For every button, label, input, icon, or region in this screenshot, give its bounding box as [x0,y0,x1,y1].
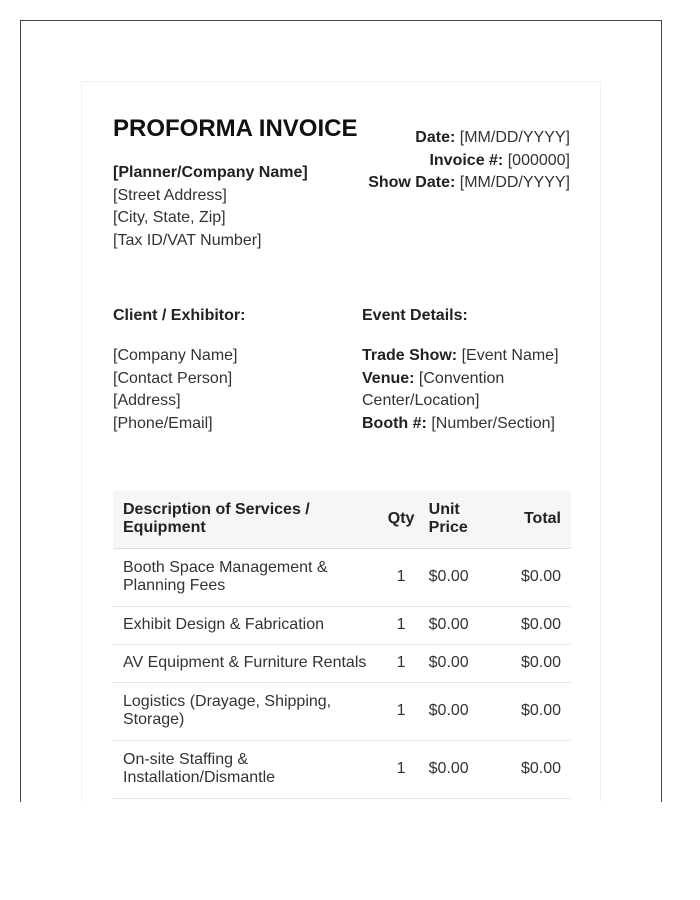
booth-value: [Number/Section] [431,414,555,432]
header-unit-price: Unit Price [419,491,501,549]
event-details-block [362,345,577,435]
client-phone-email: [Phone/Email] [113,414,213,432]
meta-date-value: [MM/DD/YYYY] [459,129,570,146]
table-row [113,741,571,799]
row-qty: 1 [384,607,419,645]
row-qty: 1 [384,549,419,607]
row-total: $0.00 [501,607,571,645]
event-booth [362,413,577,436]
row-total: $0.00 [501,683,571,741]
client-company: [Company Name] [113,347,238,364]
row-description: AV Equipment & Furniture Rentals [113,645,384,683]
row-unit-price: $0.00 [419,683,501,741]
table-row [113,683,571,741]
row-unit-price: $0.00 [419,607,501,645]
meta-invoice-number [368,150,570,173]
invoice-meta-block [368,127,570,195]
header-total: Total [501,491,571,549]
event-heading: Event Details: [362,307,468,324]
row-description: Exhibit Design & Fabrication [113,607,384,645]
client-contact: [Contact Person] [113,369,233,387]
trade-show-value: [Event Name] [461,347,559,364]
meta-show-date-label: Show Date: [368,174,456,191]
venue-value: [Convention Center/Location] [362,369,505,409]
event-venue [362,368,577,413]
table-row [113,607,571,645]
page-frame [20,20,662,802]
sender-city: [City, State, Zip] [113,209,226,226]
row-qty: 1 [384,645,419,683]
invoice-sheet [81,81,601,802]
header-description: Description of Services / Equipment [113,491,384,549]
client-heading: Client / Exhibitor: [113,307,246,324]
row-description: Booth Space Management & Planning Fees [113,549,384,607]
invoice-title: PROFORMA INVOICE [113,115,358,142]
sender-street: [Street Address] [113,186,227,204]
client-address: [Address] [113,392,181,409]
sender-address-block [113,162,308,252]
meta-invoice-label: Invoice #: [429,151,504,169]
row-unit-price: $0.00 [419,549,501,607]
row-total: $0.00 [501,741,571,799]
client-details-block [113,345,238,435]
line-items-table [113,491,571,799]
row-qty: 1 [384,683,419,741]
sender-company-name: [Planner/Company Name] [113,164,308,181]
row-total: $0.00 [501,645,571,683]
table-header-row [113,491,571,549]
meta-show-date [368,172,570,195]
header-qty: Qty [384,491,419,549]
row-description: On-site Staffing & Installation/Dismantle [113,741,384,799]
trade-show-label: Trade Show: [362,347,458,364]
venue-label: Venue: [362,369,415,387]
row-total: $0.00 [501,549,571,607]
row-unit-price: $0.00 [419,741,501,799]
meta-show-date-value: [MM/DD/YYYY] [459,174,570,191]
booth-label: Booth #: [362,414,427,432]
meta-date-label: Date: [415,129,456,146]
event-trade-show [362,345,577,368]
table-row [113,645,571,683]
table-row [113,549,571,607]
meta-invoice-value: [000000] [507,151,570,169]
meta-date [368,127,570,150]
row-description: Logistics (Drayage, Shipping, Storage) [113,683,384,741]
sender-tax-id: [Tax ID/VAT Number] [113,231,262,249]
row-qty: 1 [384,741,419,799]
row-unit-price: $0.00 [419,645,501,683]
